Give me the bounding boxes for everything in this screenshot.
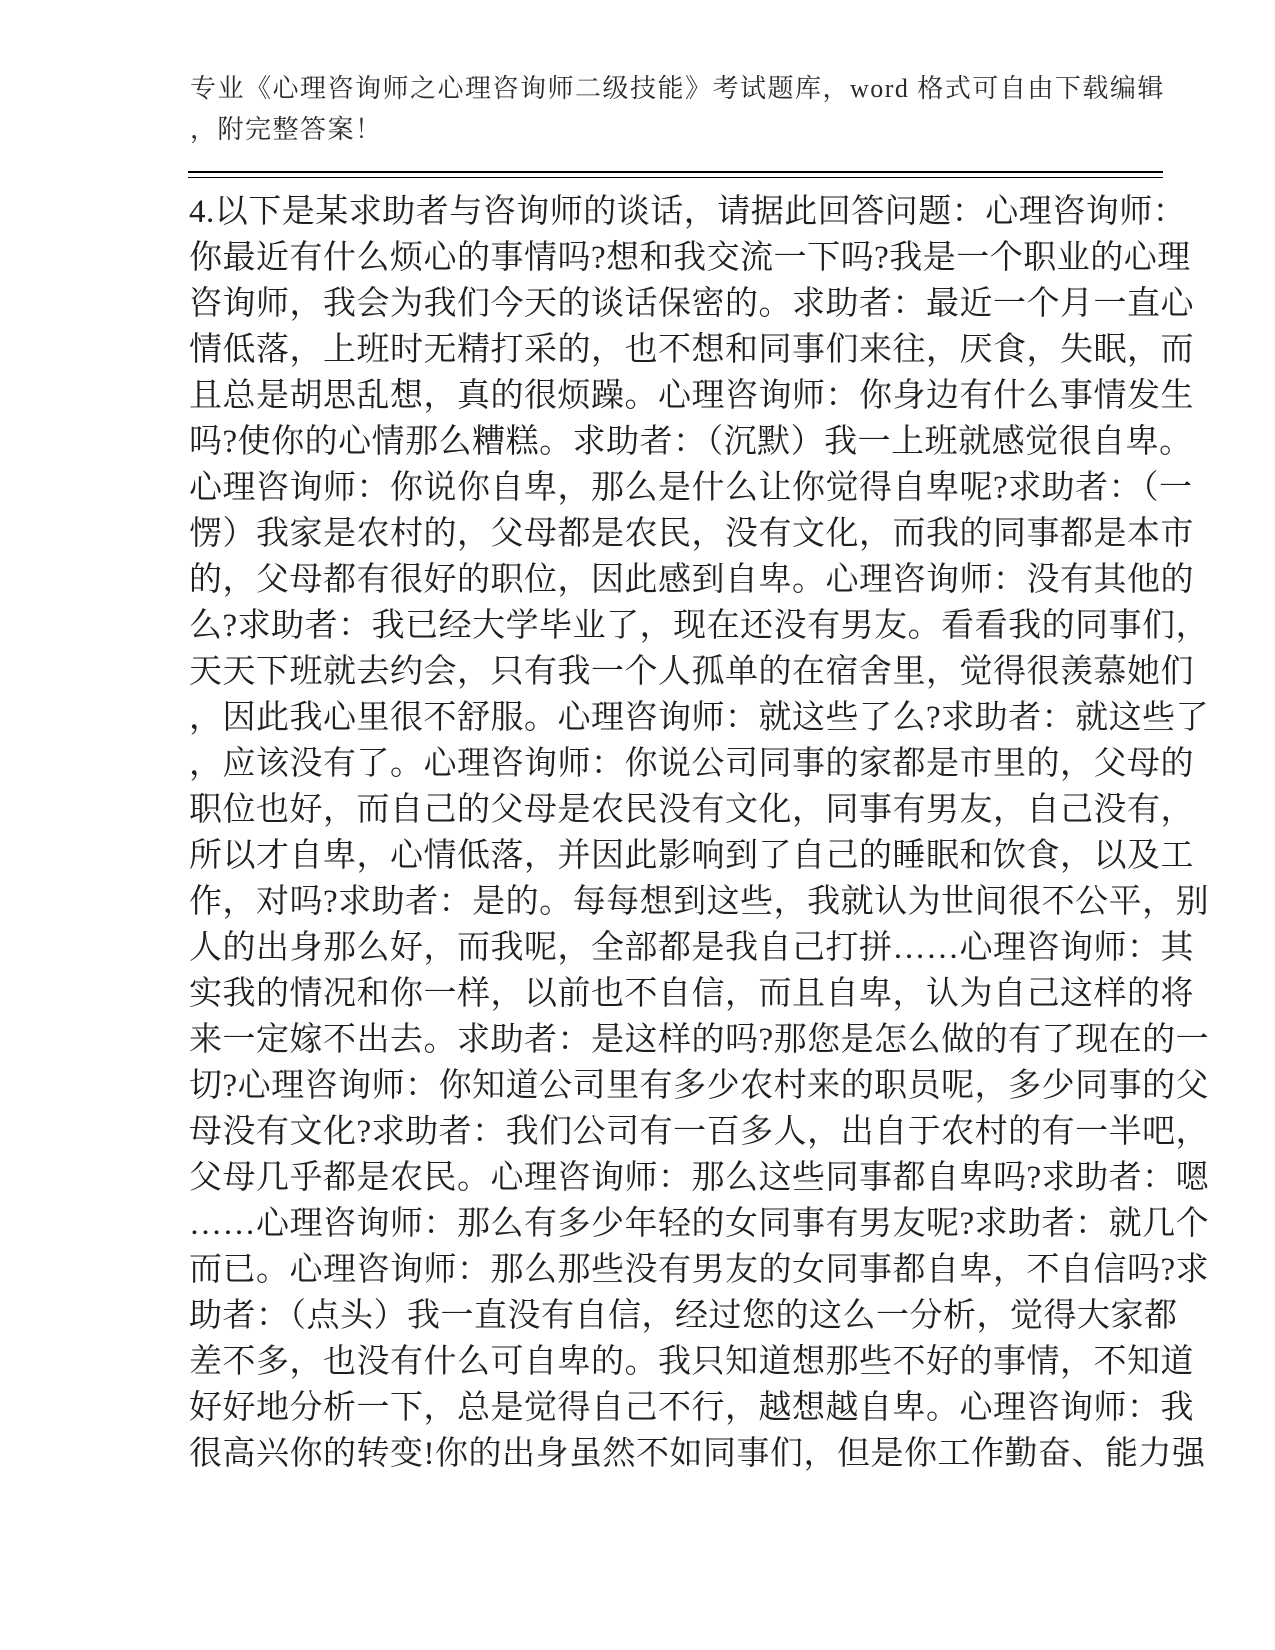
text-line: 你最近有什么烦心的事情吗?想和我交流一下吗?我是一个职业的心理 [189, 240, 1191, 276]
text-line: 来一定嫁不出去。求助者：是这样的吗?那您是怎么做的有了现在的一 [189, 1022, 1210, 1058]
text-line: 所以才自卑，心情低落，并因此影响到了自己的睡眠和饮食，以及工 [189, 838, 1194, 874]
body-paragraph [189, 189, 1210, 1477]
text-line: 咨询师，我会为我们今天的谈话保密的。求助者：最近一个月一直心 [189, 286, 1194, 322]
text-line: 职位也好，而自己的父母是农民没有文化，同事有男友，自己没有， [189, 792, 1194, 828]
text-line: 愣）我家是农村的，父母都是农民，没有文化，而我的同事都是本市 [189, 516, 1194, 552]
text-line: 切?心理咨询师：你知道公司里有多少农村来的职员呢，多少同事的父 [189, 1068, 1210, 1104]
text-line: 人的出身那么好，而我呢，全部都是我自己打拼……心理咨询师：其 [189, 930, 1194, 966]
text-line: ……心理咨询师：那么有多少年轻的女同事有男友呢?求助者：就几个 [189, 1206, 1210, 1242]
text-line: 天天下班就去约会，只有我一个人孤单的在宿舍里，觉得很羡慕她们 [189, 654, 1194, 690]
text-line: 且总是胡思乱想，真的很烦躁。心理咨询师：你身边有什么事情发生 [189, 378, 1194, 414]
text-line: 很高兴你的转变!你的出身虽然不如同事们，但是你工作勤奋、能力强 [189, 1436, 1206, 1472]
page-header [190, 68, 1165, 150]
text-line: 助者：（点头）我一直没有自信，经过您的这么一分析，觉得大家都 [189, 1298, 1178, 1334]
text-line: 心理咨询师：你说你自卑，那么是什么让你觉得自卑呢?求助者：（一 [189, 470, 1193, 506]
text-line: 情低落，上班时无精打采的，也不想和同事们来往，厌食，失眠，而 [189, 332, 1194, 368]
text-line: 好好地分析一下，总是觉得自己不行，越想越自卑。心理咨询师：我 [189, 1390, 1194, 1426]
text-line: 差不多，也没有什么可自卑的。我只知道想那些不好的事情，不知道 [189, 1344, 1194, 1380]
text-line: 作，对吗?求助者：是的。每每想到这些，我就认为世间很不公平，别 [189, 884, 1210, 920]
text-line: 的，父母都有很好的职位，因此感到自卑。心理咨询师：没有其他的 [189, 562, 1194, 598]
header-line: ，附完整答案！ [190, 115, 383, 144]
text-line: ，因此我心里很不舒服。心理咨询师：就这些了么?求助者：就这些了 [189, 700, 1210, 736]
header-divider-rule [188, 171, 1163, 178]
text-line: 么?求助者：我已经大学毕业了，现在还没有男友。看看我的同事们， [189, 608, 1210, 644]
text-line: 父母几乎都是农民。心理咨询师：那么这些同事都自卑吗?求助者：嗯 [189, 1160, 1210, 1196]
text-line: 实我的情况和你一样，以前也不自信，而且自卑，认为自己这样的将 [189, 976, 1194, 1012]
text-line: 而已。心理咨询师：那么那些没有男友的女同事都自卑，不自信吗?求 [189, 1252, 1210, 1288]
header-line: 专业《心理咨询师之心理咨询师二级技能》考试题库，word 格式可自由下载编辑 [190, 74, 1165, 103]
text-line: 4.以下是某求助者与咨询师的谈话，请据此回答问题：心理咨询师： [189, 194, 1187, 230]
text-line: ，应该没有了。心理咨询师：你说公司同事的家都是市里的，父母的 [189, 746, 1194, 782]
text-line: 母没有文化?求助者：我们公司有一百多人，出自于农村的有一半吧， [189, 1114, 1210, 1150]
text-line: 吗?使你的心情那么糟糕。求助者：（沉默）我一上班就感觉很自卑。 [189, 424, 1193, 460]
